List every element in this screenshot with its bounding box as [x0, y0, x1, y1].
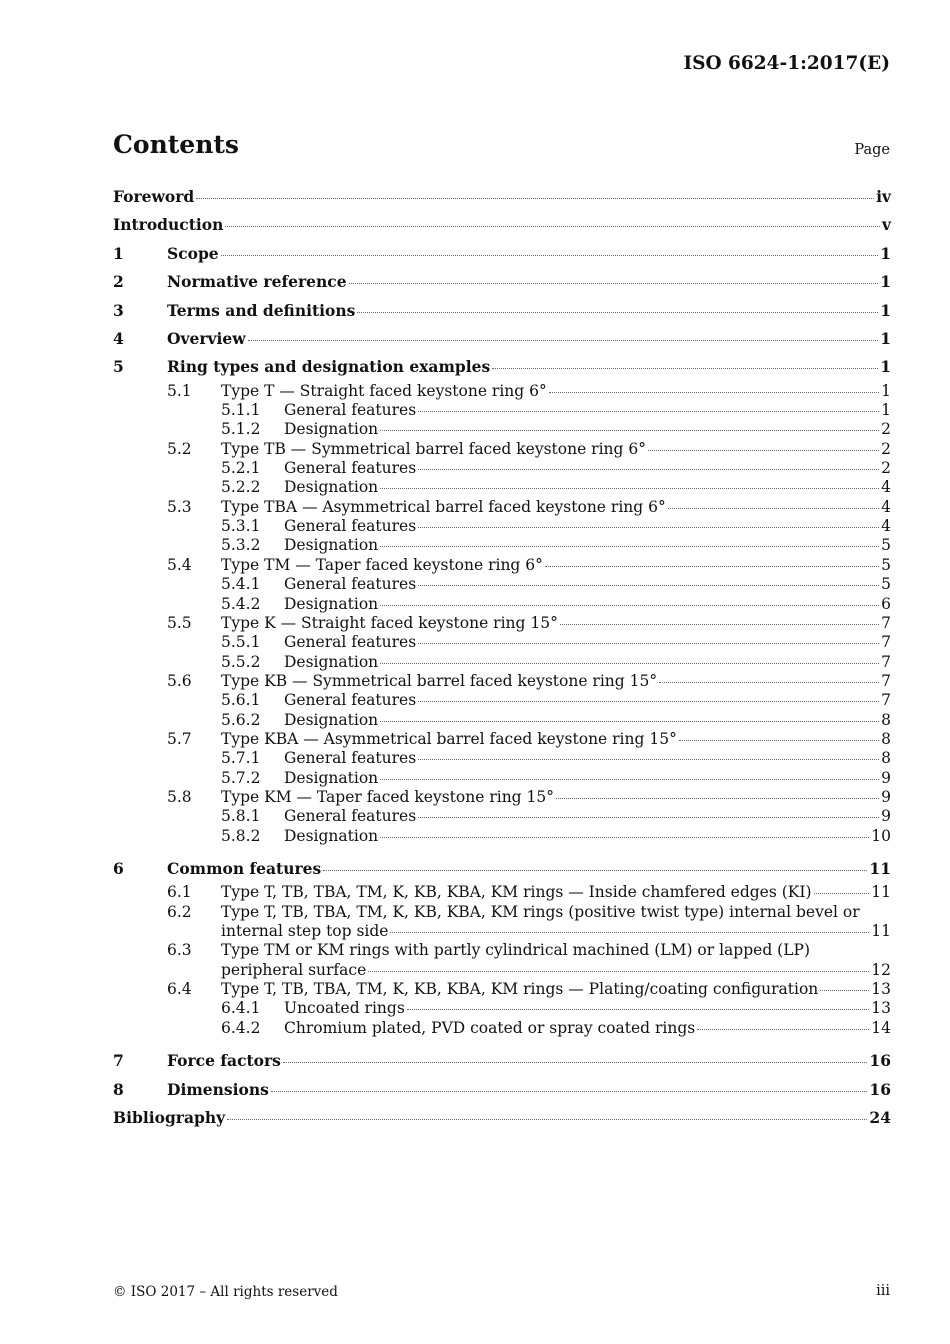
dot-leader	[380, 778, 879, 780]
toc-entry-page: 1	[881, 381, 891, 400]
toc-entry-page: 5	[881, 536, 891, 555]
toc-entry-number: 8	[113, 1079, 124, 1099]
toc-entry[interactable]	[113, 1047, 891, 1075]
toc-entry-title: Designation	[284, 536, 379, 555]
toc-entry-page: 4	[881, 497, 891, 516]
toc-entry-page: 1	[880, 328, 891, 348]
contents-heading: Contents	[113, 130, 240, 159]
toc-entry-number: 3	[113, 300, 124, 320]
toc-entry[interactable]	[113, 440, 891, 459]
dot-leader	[407, 1008, 869, 1010]
toc-entry-page: 1	[880, 357, 891, 377]
dot-leader	[820, 989, 869, 991]
toc-entry-page: 4	[881, 478, 891, 497]
toc-entry-number: 7	[113, 1051, 124, 1071]
dot-leader	[357, 311, 878, 313]
toc-entry-page: 16	[869, 1079, 891, 1099]
toc-entry-title: General features	[284, 459, 417, 478]
toc-entry-title: Chromium plated, PVD coated or spray coated rings	[284, 1018, 696, 1037]
toc-entry-page: 5	[881, 575, 891, 594]
toc-entry[interactable]	[113, 478, 891, 497]
toc-entry-title: General features	[284, 749, 417, 768]
toc-entry-title: Foreword	[113, 187, 195, 206]
toc-entry[interactable]	[113, 459, 891, 478]
toc-entry-number: 5.8.2	[221, 826, 261, 845]
toc-entry-page: 1	[880, 243, 891, 263]
toc-entry-page: 1	[880, 300, 891, 320]
toc-entry-number: 5.5.2	[221, 652, 261, 671]
toc-entry[interactable]	[113, 672, 891, 691]
toc-entry-number: 1	[113, 243, 124, 263]
dot-leader	[221, 254, 879, 256]
dot-leader	[283, 1061, 868, 1063]
dot-leader	[349, 282, 879, 284]
toc-entry-page: 14	[871, 1018, 891, 1037]
dot-leader	[418, 468, 879, 470]
toc-entry-title: Designation	[284, 478, 379, 497]
toc-entry-title: Type KM — Taper faced keystone ring 15°	[221, 787, 555, 806]
dot-leader	[390, 931, 869, 933]
toc-entry-title: Type K — Straight faced keystone ring 15°	[221, 613, 558, 632]
toc-entry-number: 5.1.2	[221, 420, 261, 439]
toc-entry-title: Designation	[284, 594, 379, 613]
toc-entry-title: Bibliography	[113, 1107, 226, 1127]
dot-leader	[418, 642, 879, 644]
toc-entry[interactable]	[113, 268, 891, 296]
toc-entry-page: 13	[871, 980, 891, 999]
toc-entry-title: Designation	[284, 768, 379, 787]
toc-entry-title: General features	[284, 633, 417, 652]
toc-entry-number: 5.6	[167, 671, 192, 690]
toc-entry[interactable]	[113, 297, 891, 325]
toc-entry-page: 7	[881, 691, 891, 710]
toc-entry-number: 5.7	[167, 729, 192, 748]
toc-entry-title: Type T, TB, TBA, TM, K, KB, KBA, KM rings — Plating/coating configuration	[221, 980, 819, 999]
toc-entry[interactable]	[113, 1019, 891, 1038]
document-id: ISO 6624-1:2017(E)	[683, 53, 890, 74]
toc-entry-page: 11	[869, 858, 891, 878]
dot-leader	[380, 604, 879, 606]
toc-entry[interactable]	[113, 211, 891, 239]
toc-entry-title: General features	[284, 807, 417, 826]
toc-entry-page: 8	[881, 749, 891, 768]
toc-entry-title: peripheral surface	[221, 960, 367, 979]
dot-leader	[679, 739, 879, 741]
toc-entry-title: Type T, TB, TBA, TM, K, KB, KBA, KM rings (positive twist type) internal bevel or	[221, 902, 860, 921]
toc-entry-number: 5.2.2	[221, 478, 261, 497]
toc-entry-title: General features	[284, 691, 417, 710]
toc-entry-title: Type TBA — Asymmetrical barrel faced keystone ring 6°	[221, 497, 666, 516]
toc-entry-title: Designation	[284, 710, 379, 729]
toc-entry-page: 16	[869, 1051, 891, 1071]
toc-entry[interactable]	[113, 922, 891, 941]
toc-entry-page: 9	[881, 768, 891, 787]
dot-leader	[380, 836, 869, 838]
dot-leader	[659, 681, 879, 683]
toc-entry-title: Ring types and designation examples	[167, 357, 491, 377]
dot-leader	[418, 758, 879, 760]
toc-entry-title: Introduction	[113, 215, 224, 235]
toc-entry-title: Designation	[284, 652, 379, 671]
dot-leader	[648, 449, 879, 451]
toc-entry-title: Type TM — Taper faced keystone ring 6°	[221, 555, 543, 574]
toc-entry-number: 6.4.2	[221, 1018, 261, 1037]
toc-entry-page: 10	[871, 826, 891, 845]
toc-entry-title: Common features	[167, 858, 322, 878]
toc-entry-number: 2	[113, 272, 124, 292]
toc-entry-page: 13	[871, 999, 891, 1018]
toc-entry[interactable]	[113, 749, 891, 768]
toc-entry-page: 7	[881, 613, 891, 632]
toc-entry[interactable]	[113, 183, 891, 211]
toc-entry-number: 5.6.1	[221, 691, 261, 710]
toc-entry-number: 5.4.2	[221, 594, 261, 613]
toc-entry[interactable]	[113, 575, 891, 594]
toc-entry[interactable]	[113, 827, 891, 846]
toc-entry-page: iv	[876, 187, 891, 206]
toc-entry-page: 8	[881, 710, 891, 729]
page-column-label: Page	[854, 142, 890, 158]
toc-entry-number: 6.2	[167, 902, 192, 921]
dot-leader	[248, 339, 879, 341]
toc-entry-title: General features	[284, 401, 417, 420]
toc-entry[interactable]	[113, 536, 891, 555]
toc-entry-title: Designation	[284, 420, 379, 439]
dot-leader	[418, 526, 879, 528]
toc-entry-page: v	[881, 215, 891, 235]
toc-entry[interactable]	[113, 653, 891, 672]
toc-entry-number: 5.4.1	[221, 575, 261, 594]
toc-entry-title: Type T, TB, TBA, TM, K, KB, KBA, KM rings — Inside chamfered edges (KI)	[221, 883, 812, 902]
dot-leader	[492, 367, 878, 369]
toc-entry-number: 5.3.1	[221, 517, 261, 536]
toc-entry-page: 9	[881, 787, 891, 806]
toc-entry[interactable]	[113, 614, 891, 633]
dot-leader	[271, 1090, 868, 1092]
dot-leader	[380, 662, 879, 664]
dot-leader	[225, 225, 880, 227]
toc-entry-page: 12	[871, 960, 891, 979]
toc-entry-number: 5.6.2	[221, 710, 261, 729]
toc-entry[interactable]	[113, 769, 891, 788]
toc-entry-number: 6.4.1	[221, 999, 261, 1018]
toc-entry-number: 5.2.1	[221, 459, 261, 478]
toc-entry[interactable]	[113, 556, 891, 575]
toc-entry[interactable]	[113, 883, 891, 902]
toc-entry-number: 5.7.2	[221, 768, 261, 787]
toc-entry[interactable]	[113, 633, 891, 652]
toc-entry-page: 4	[881, 517, 891, 536]
toc-entry[interactable]	[113, 382, 891, 401]
toc-entry-number: 5.5	[167, 613, 192, 632]
page-number: iii	[876, 1283, 890, 1299]
toc-entry-number: 6	[113, 858, 124, 878]
toc-entry-number: 6.3	[167, 941, 192, 960]
toc-entry-page: 8	[881, 729, 891, 748]
dot-leader	[814, 892, 870, 894]
toc-entry-number: 5.1	[167, 381, 192, 400]
dot-leader	[380, 720, 879, 722]
toc-entry[interactable]	[113, 517, 891, 536]
toc-entry[interactable]	[113, 961, 891, 980]
toc-entry-title: Type KBA — Asymmetrical barrel faced keystone ring 15°	[221, 729, 677, 748]
dot-leader	[549, 391, 879, 393]
dot-leader	[196, 197, 874, 199]
toc-entry-page: 9	[881, 807, 891, 826]
dot-leader	[380, 487, 879, 489]
dot-leader	[227, 1118, 867, 1120]
dot-leader	[380, 545, 879, 547]
dot-leader	[418, 584, 879, 586]
toc-entry-title: Force factors	[167, 1051, 281, 1071]
toc-entry-title: Uncoated rings	[284, 999, 405, 1018]
toc-entry-number: 5	[113, 357, 124, 377]
dot-leader	[545, 565, 879, 567]
toc-entry[interactable]	[113, 325, 891, 353]
toc-entry[interactable]	[113, 595, 891, 614]
toc-entry-number: 5.3	[167, 497, 192, 516]
table-of-contents	[113, 183, 891, 1132]
copyright-notice: © ISO 2017 – All rights reserved	[113, 1284, 338, 1300]
dot-leader	[560, 623, 879, 625]
toc-entry[interactable]	[113, 903, 891, 922]
toc-entry-number: 4	[113, 328, 124, 348]
toc-entry-page: 6	[881, 594, 891, 613]
toc-entry-page: 2	[881, 459, 891, 478]
toc-entry-page: 7	[881, 652, 891, 671]
toc-entry[interactable]	[113, 980, 891, 999]
toc-entry-title: General features	[284, 575, 417, 594]
toc-entry[interactable]	[113, 1076, 891, 1104]
toc-entry-title: internal step top side	[221, 922, 389, 941]
toc-entry[interactable]	[113, 353, 891, 381]
toc-entry-page: 2	[881, 420, 891, 439]
toc-entry-page: 11	[871, 922, 891, 941]
toc-entry-number: 5.8	[167, 787, 192, 806]
toc-entry-number: 5.2	[167, 439, 192, 458]
toc-entry[interactable]	[113, 788, 891, 807]
toc-entry[interactable]	[113, 999, 891, 1018]
toc-entry-number: 5.1.1	[221, 401, 261, 420]
toc-entry-title: Scope	[167, 243, 219, 263]
toc-entry-page: 5	[881, 555, 891, 574]
toc-entry-title: Type TM or KM rings with partly cylindrical machined (LM) or lapped (LP)	[221, 941, 810, 960]
toc-entry[interactable]	[113, 711, 891, 730]
toc-entry[interactable]	[113, 730, 891, 749]
toc-entry-title: Terms and definitions	[167, 300, 356, 320]
dot-leader	[668, 507, 879, 509]
toc-entry-page: 7	[881, 633, 891, 652]
toc-entry-number: 5.8.1	[221, 807, 261, 826]
toc-entry[interactable]	[113, 240, 891, 268]
dot-leader	[323, 869, 867, 871]
toc-entry-title: Type KB — Symmetrical barrel faced keystone ring 15°	[221, 671, 658, 690]
toc-entry[interactable]	[113, 420, 891, 439]
toc-entry-title: Normative reference	[167, 272, 347, 292]
toc-entry-title: Designation	[284, 826, 379, 845]
dot-leader	[380, 429, 879, 431]
dot-leader	[556, 797, 879, 799]
toc-entry-number: 6.4	[167, 980, 192, 999]
toc-entry-page: 1	[881, 401, 891, 420]
toc-entry-page: 2	[881, 439, 891, 458]
toc-entry-number: 5.4	[167, 555, 192, 574]
toc-entry-page: 24	[869, 1107, 891, 1127]
toc-entry-title: General features	[284, 517, 417, 536]
toc-entry[interactable]	[113, 855, 891, 883]
toc-entry-page: 7	[881, 671, 891, 690]
toc-entry-page: 11	[871, 883, 891, 902]
toc-entry[interactable]	[113, 691, 891, 710]
toc-entry[interactable]	[113, 941, 891, 960]
toc-entry[interactable]	[113, 807, 891, 826]
toc-entry-number: 5.5.1	[221, 633, 261, 652]
dot-leader	[697, 1028, 869, 1030]
dot-leader	[368, 970, 869, 972]
toc-entry-number: 6.1	[167, 883, 192, 902]
toc-entry-number: 5.7.1	[221, 749, 261, 768]
dot-leader	[418, 816, 879, 818]
toc-entry-title: Overview	[167, 328, 246, 348]
dot-leader	[418, 700, 879, 702]
toc-entry-title: Type TB — Symmetrical barrel faced keystone ring 6°	[221, 439, 646, 458]
toc-entry[interactable]	[113, 401, 891, 420]
dot-leader	[418, 410, 879, 412]
toc-entry-page: 1	[880, 272, 891, 292]
toc-entry[interactable]	[113, 498, 891, 517]
toc-entry-title: Dimensions	[167, 1079, 269, 1099]
toc-entry-title: Type T — Straight faced keystone ring 6°	[221, 381, 547, 400]
toc-entry[interactable]	[113, 1104, 891, 1132]
toc-entry-number: 5.3.2	[221, 536, 261, 555]
